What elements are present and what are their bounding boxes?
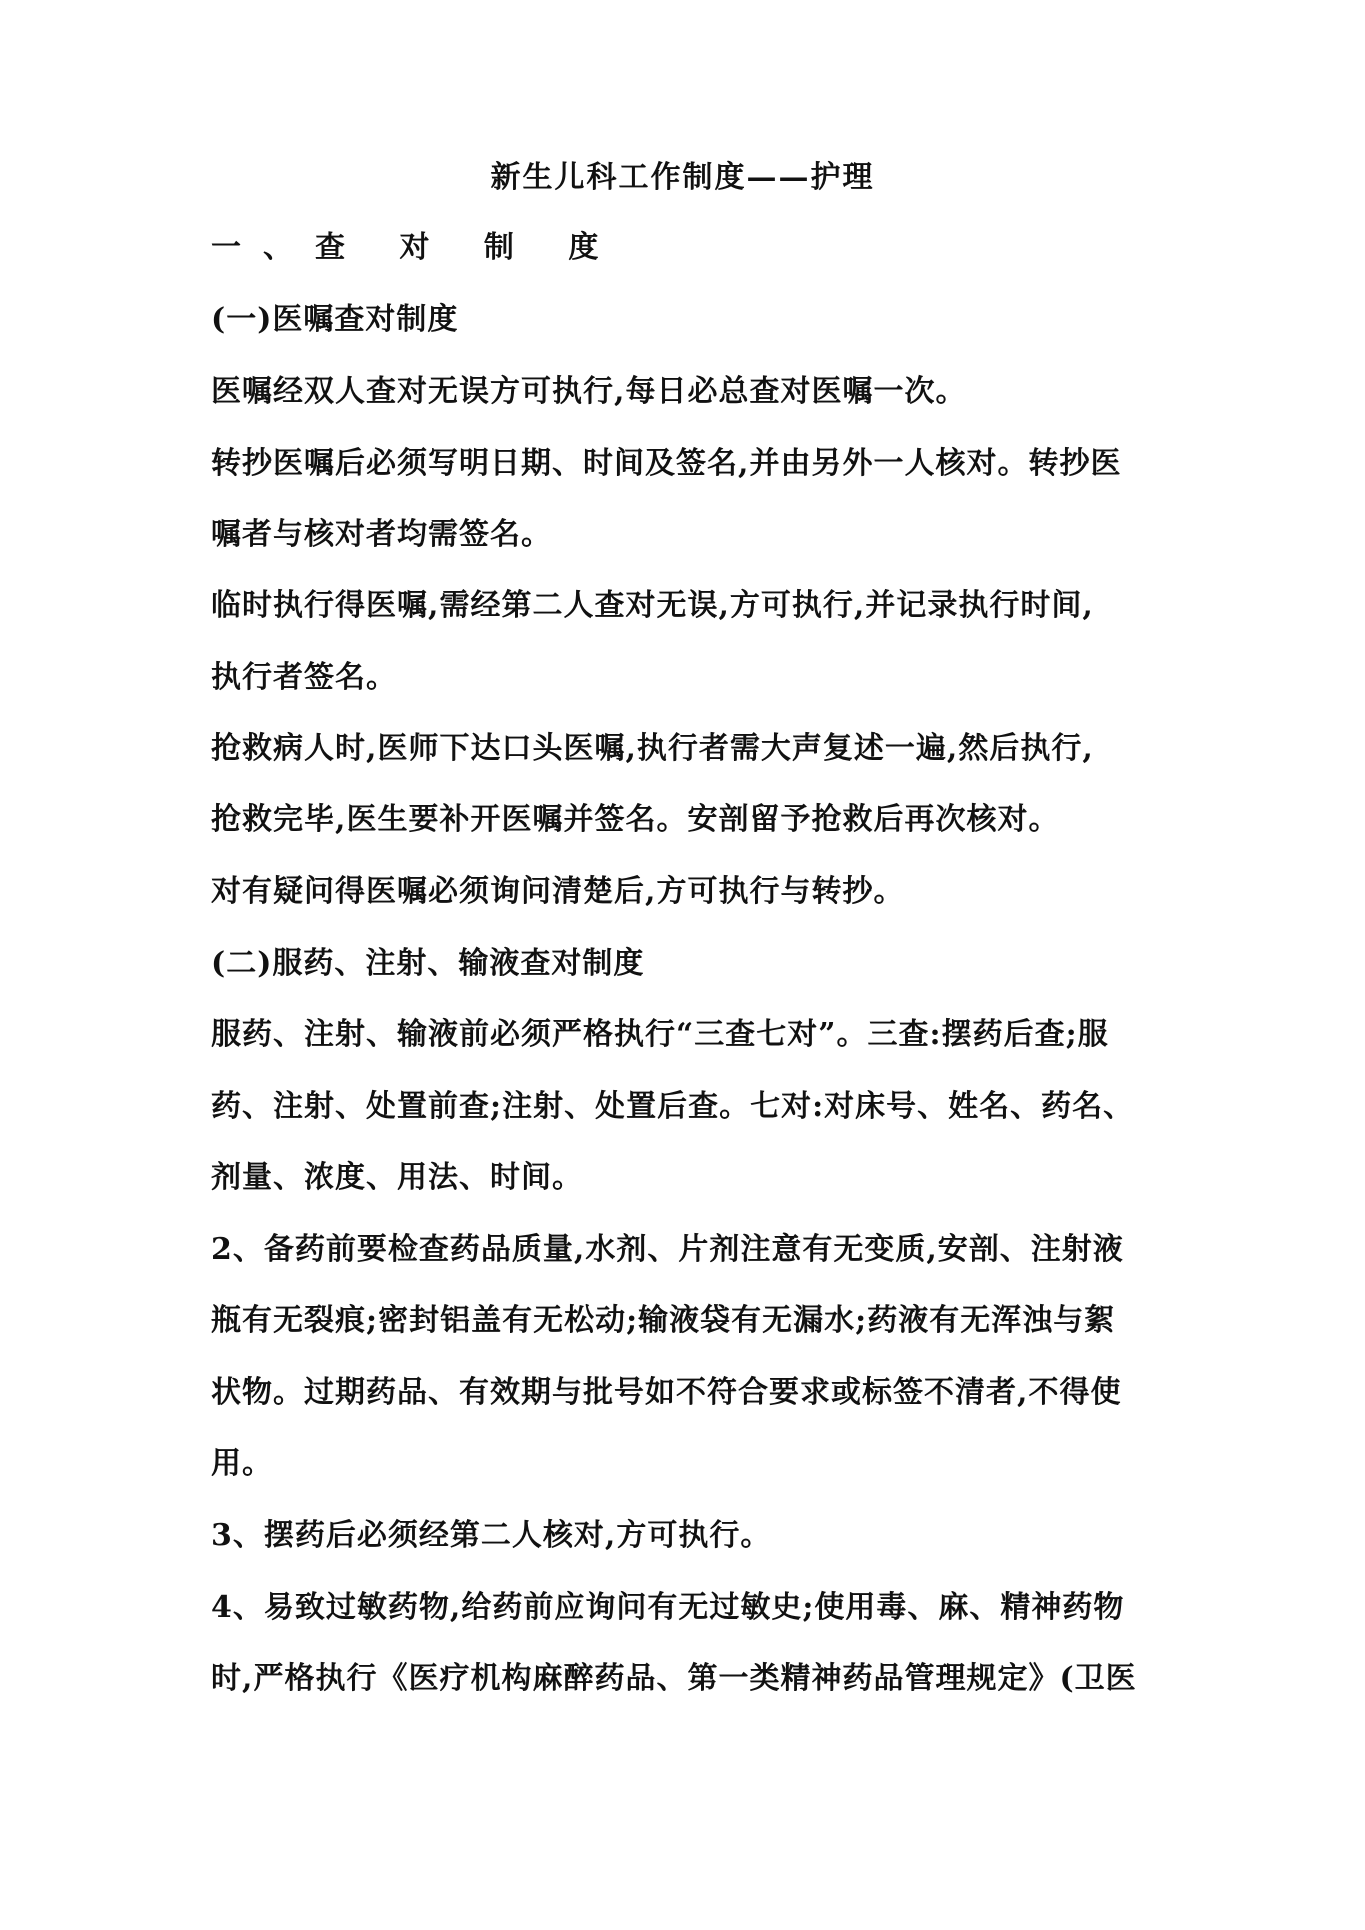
paragraph-line: 剂量、浓度、用法、时间。 xyxy=(211,1160,583,1195)
paragraph-line: 瓶有无裂痕;密封铝盖有无松动;输液袋有无漏水;药液有无浑浊与絮 xyxy=(211,1303,1116,1338)
paragraph-line: 对有疑问得医嘱必须询问清楚后,方可执行与转抄。 xyxy=(211,874,905,909)
paragraph-line: 转抄医嘱后必须写明日期、时间及签名,并由另外一人核对。转抄医 xyxy=(211,446,1122,481)
paragraph-line: 3、摆药后必须经第二人核对,方可执行。 xyxy=(211,1518,772,1553)
paragraph-line: 临时执行得医嘱,需经第二人查对无误,方可执行,并记录执行时间, xyxy=(211,588,1094,623)
paragraph-line: 医嘱经双人查对无误方可执行,每日必总查对医嘱一次。 xyxy=(211,374,967,409)
paragraph-line: 时,严格执行《医疗机构麻醉药品、第一类精神药品管理规定》(卫医 xyxy=(211,1661,1137,1696)
paragraph-line: 服药、注射、输液前必须严格执行“三查七对”。三查:摆药后查;服 xyxy=(211,1017,1109,1052)
paragraph-line: 药、注射、处置前查;注射、处置后查。七对:对床号、姓名、药名、 xyxy=(211,1089,1135,1124)
paragraph-line: 用。 xyxy=(211,1446,273,1481)
paragraph-line: 抢救病人时,医师下达口头医嘱,执行者需大声复述一遍,然后执行, xyxy=(211,731,1094,766)
document-title: 新生儿科工作制度——护理 xyxy=(490,160,875,195)
section-heading: 一、查 对 制 度 xyxy=(211,230,621,265)
paragraph-line: 执行者签名。 xyxy=(211,660,397,695)
paragraph-line: 2、备药前要检查药品质量,水剂、片剂注意有无变质,安剖、注射液 xyxy=(211,1232,1124,1267)
paragraph-line: 状物。过期药品、有效期与批号如不符合要求或标签不清者,不得使 xyxy=(211,1375,1122,1410)
paragraph-line: 4、易致过敏药物,给药前应询问有无过敏史;使用毒、麻、精神药物 xyxy=(211,1590,1125,1625)
subsection-heading: (二)服药、注射、输液查对制度 xyxy=(211,946,645,981)
subsection-heading: (一)医嘱查对制度 xyxy=(211,302,459,337)
paragraph-line: 抢救完毕,医生要补开医嘱并签名。安剖留予抢救后再次核对。 xyxy=(211,802,1060,837)
paragraph-line: 嘱者与核对者均需签名。 xyxy=(211,517,552,552)
